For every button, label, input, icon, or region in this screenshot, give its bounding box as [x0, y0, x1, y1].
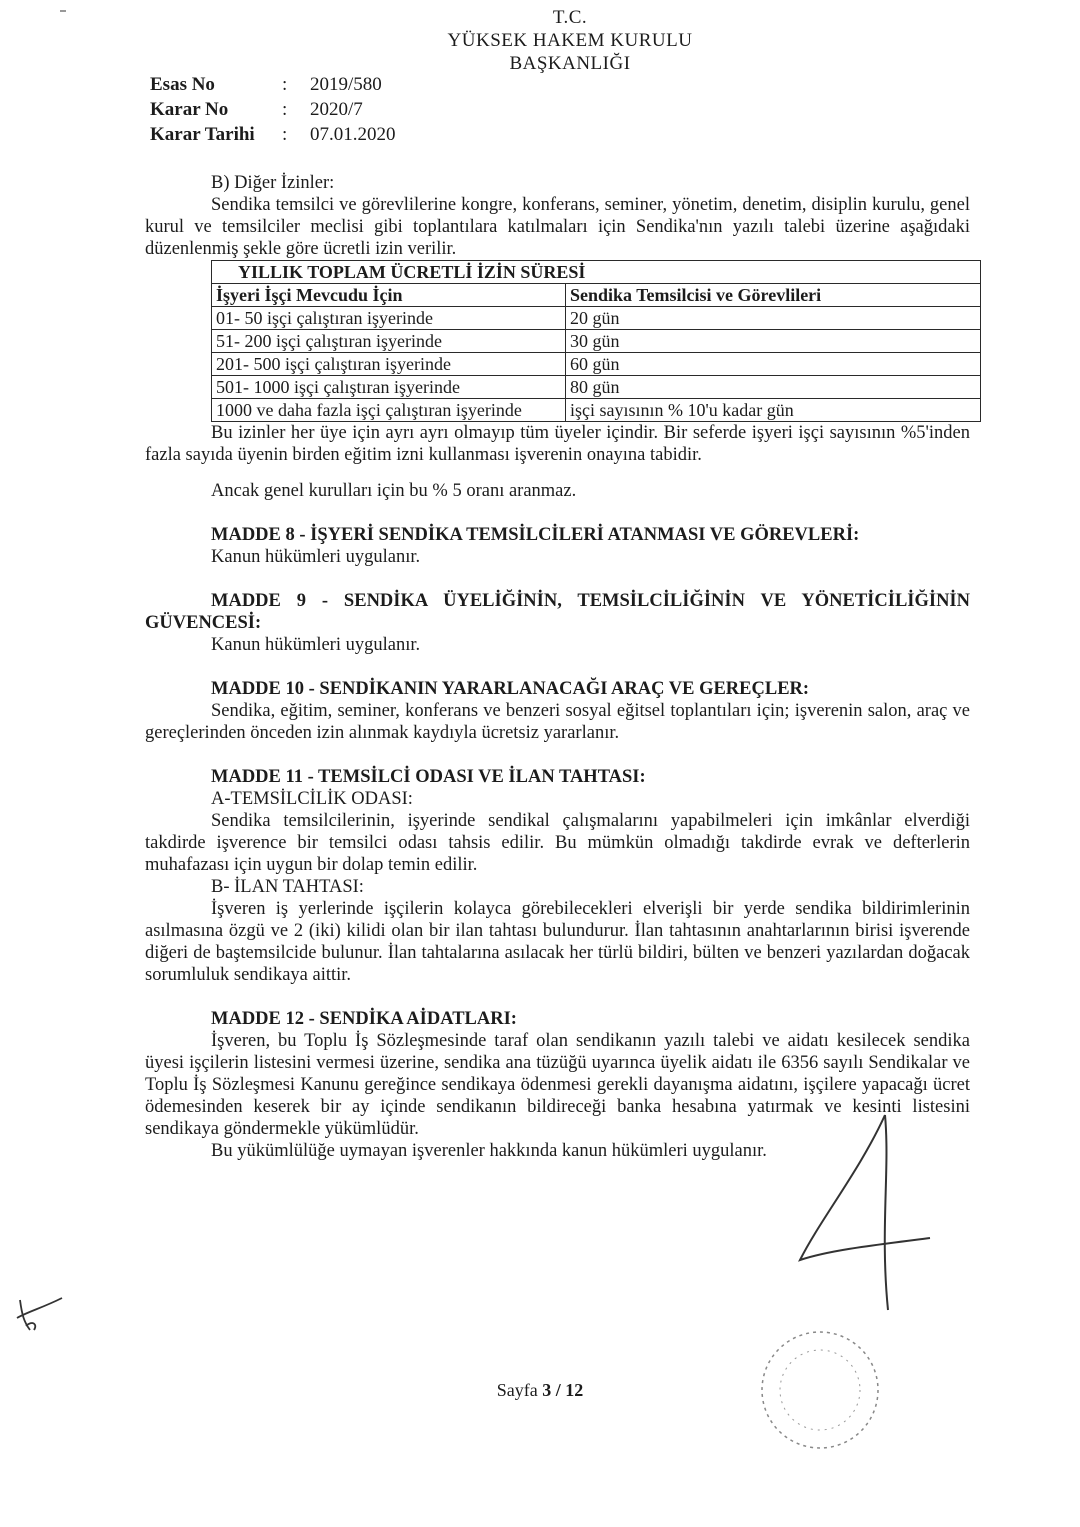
table-cell: 1000 ve daha fazla işçi çalıştıran işyerinde [212, 399, 566, 422]
meta-colon: : [282, 99, 288, 120]
meta-key: Karar Tarihi [150, 124, 255, 145]
table-row [212, 307, 981, 330]
table-row [212, 376, 981, 399]
table-cell: 20 gün [566, 307, 981, 330]
table-cell: 01- 50 işçi çalıştıran işyerinde [212, 307, 566, 330]
leave-table [211, 260, 981, 422]
page-number: 3 / 12 [542, 1380, 584, 1400]
table-cell: 60 gün [566, 353, 981, 376]
meta-value: 2020/7 [310, 99, 363, 120]
header-line-3: BAŞKANLIĞI [509, 53, 631, 74]
table-header-cell: Sendika Temsilcisi ve Görevlileri [566, 284, 981, 307]
madde-12-text-1: İşveren, bu Toplu İş Sözleşmesinde taraf olan sendikanın yazılı talebi ve aidatı kesilecek sendika üyesi işçilerin listesini vermesi üzerine, sendika ana tüzüğü uyarınca üyelik aidatı ile 6356 sayılı Sendikalar ve Toplu İş Sözleşmesi Kanunu gereğince sendikaya ödenmesi gerekli dayanışma aidatını, işçilere yapacağı ücret ödemesinden keserek bir ay içinde sendikanın bildireceği banka hesabına yatırmak ve kesinti listesini sendikaya göndermekle yükümlüdür. [145, 1031, 970, 1139]
table-header-cell: İşyeri İşçi Mevcudu İçin [212, 284, 566, 307]
table-cell: 30 gün [566, 330, 981, 353]
table-cell: 501- 1000 işçi çalıştıran işyerinde [212, 376, 566, 399]
meta-row [150, 72, 396, 97]
meta-row [150, 97, 396, 122]
table-row [212, 353, 981, 376]
page-footer [0, 1380, 1080, 1401]
document-body [145, 172, 970, 1162]
madde-12-text-2: Bu yükümlülüğe uymayan işverenler hakkında kanun hükümleri uygulanır. [211, 1141, 767, 1161]
table-cell: 51- 200 işçi çalıştıran işyerinde [212, 330, 566, 353]
table-row [212, 399, 981, 422]
meta-row [150, 122, 396, 147]
scan-mark [60, 10, 66, 12]
madde-11-text-a: Sendika temsilcilerinin, işyerinde sendikal çalışmalarını yapabilmeleri için imkânlar elverdiği takdirde işverence bir temsilci odası tahsis edilir. Bu mümkün olmadığı takdirde evrak ve defterlerin muhafazası için uygun bir dolap temin edilir. [145, 811, 970, 875]
madde-10-heading: MADDE 10 - SENDİKANIN YARARLANACAĞI ARAÇ VE GEREÇLER: [211, 679, 810, 699]
table-title: YILLIK TOPLAM ÜCRETLİ İZİN SÜRESİ [212, 261, 981, 284]
initials-mark [12, 1290, 72, 1340]
madde-12-heading: MADDE 12 - SENDİKA AİDATLARI: [211, 1009, 517, 1029]
table-header-row [212, 284, 981, 307]
madde-11-text-b: İşveren iş yerlerinde işçilerin kolayca görebilecekleri elverişli bir yerde sendika bildirimlerinin asılmasına özgü ve 2 (iki) kilidi olan bir ilan tahtası bulundurur. İlan tahtasının anahtarlarının birisi işverende diğeri de baştemsilcide bulunur. İlan tahtalarına asılacak her türlü bildiri, bülten ve benzeri yazılardan doğacak sorumluluk sendikaya aittir. [145, 899, 970, 985]
header-line-2: YÜKSEK HAKEM KURULU [447, 30, 693, 51]
madde-11-sub-b: B- İLAN TAHTASI: [211, 877, 364, 897]
madde-9-text: Kanun hükümleri uygulanır. [211, 635, 421, 655]
meta-colon: : [282, 124, 288, 145]
institution-header [420, 6, 720, 75]
meta-value: 2019/580 [310, 74, 382, 95]
header-line-1: T.C. [552, 7, 588, 28]
table-title-row [212, 261, 981, 284]
footer-label: Sayfa [496, 1380, 538, 1400]
table-cell: 201- 500 işçi çalıştıran işyerinde [212, 353, 566, 376]
after-table-note: Ancak genel kurulları için bu % 5 oranı aranmaz. [211, 481, 577, 501]
meta-key: Karar No [150, 99, 229, 120]
madde-9-heading: MADDE 9 - SENDİKA ÜYELİĞİNİN, TEMSİLCİLİĞİNİN VE YÖNETİCİLİĞİNİN GÜVENCESİ: [145, 591, 970, 633]
madde-10-text: Sendika, eğitim, seminer, konferans ve benzeri sosyal eğitsel toplantıları için; işverenin salon, araç ve gereçlerinden önceden izin alınmak kaydıyla ücretsiz yararlanır. [145, 701, 970, 743]
table-cell: işçi sayısının % 10'u kadar gün [566, 399, 981, 422]
madde-11-heading: MADDE 11 - TEMSİLCİ ODASI VE İLAN TAHTASI: [211, 767, 646, 787]
after-table-paragraph: Bu izinler her üye için ayrı ayrı olmayıp tüm üyeler içindir. Bir seferde işyeri işçi sayısının %5'inden fazla sayıda üyenin birden eğitim izni kullanması işverenin onayına tabidir. [145, 423, 970, 465]
table-row [212, 330, 981, 353]
table-cell: 80 gün [566, 376, 981, 399]
section-b-heading: B) Diğer İzinler: [211, 173, 335, 193]
madde-11-sub-a: A-TEMSİLCİLİK ODASI: [211, 789, 413, 809]
madde-8-heading: MADDE 8 - İŞYERİ SENDİKA TEMSİLCİLERİ ATANMASI VE GÖREVLERİ: [211, 525, 860, 545]
meta-value: 07.01.2020 [310, 124, 396, 145]
signature-mark [780, 1110, 940, 1320]
case-meta [150, 72, 396, 147]
section-b-paragraph: Sendika temsilci ve görevlilerine kongre, konferans, seminer, yönetim, denetim, disiplin kurulu, genel kurul ve temsilciler meclisi gibi toplantılara katılmaları için Sendika'nın yazılı talebi üzerine aşağıdaki düzenlenmiş şekle göre ücretli izin verilir. [145, 195, 970, 259]
meta-key: Esas No [150, 74, 215, 95]
meta-colon: : [282, 74, 288, 95]
madde-8-text: Kanun hükümleri uygulanır. [211, 547, 421, 567]
